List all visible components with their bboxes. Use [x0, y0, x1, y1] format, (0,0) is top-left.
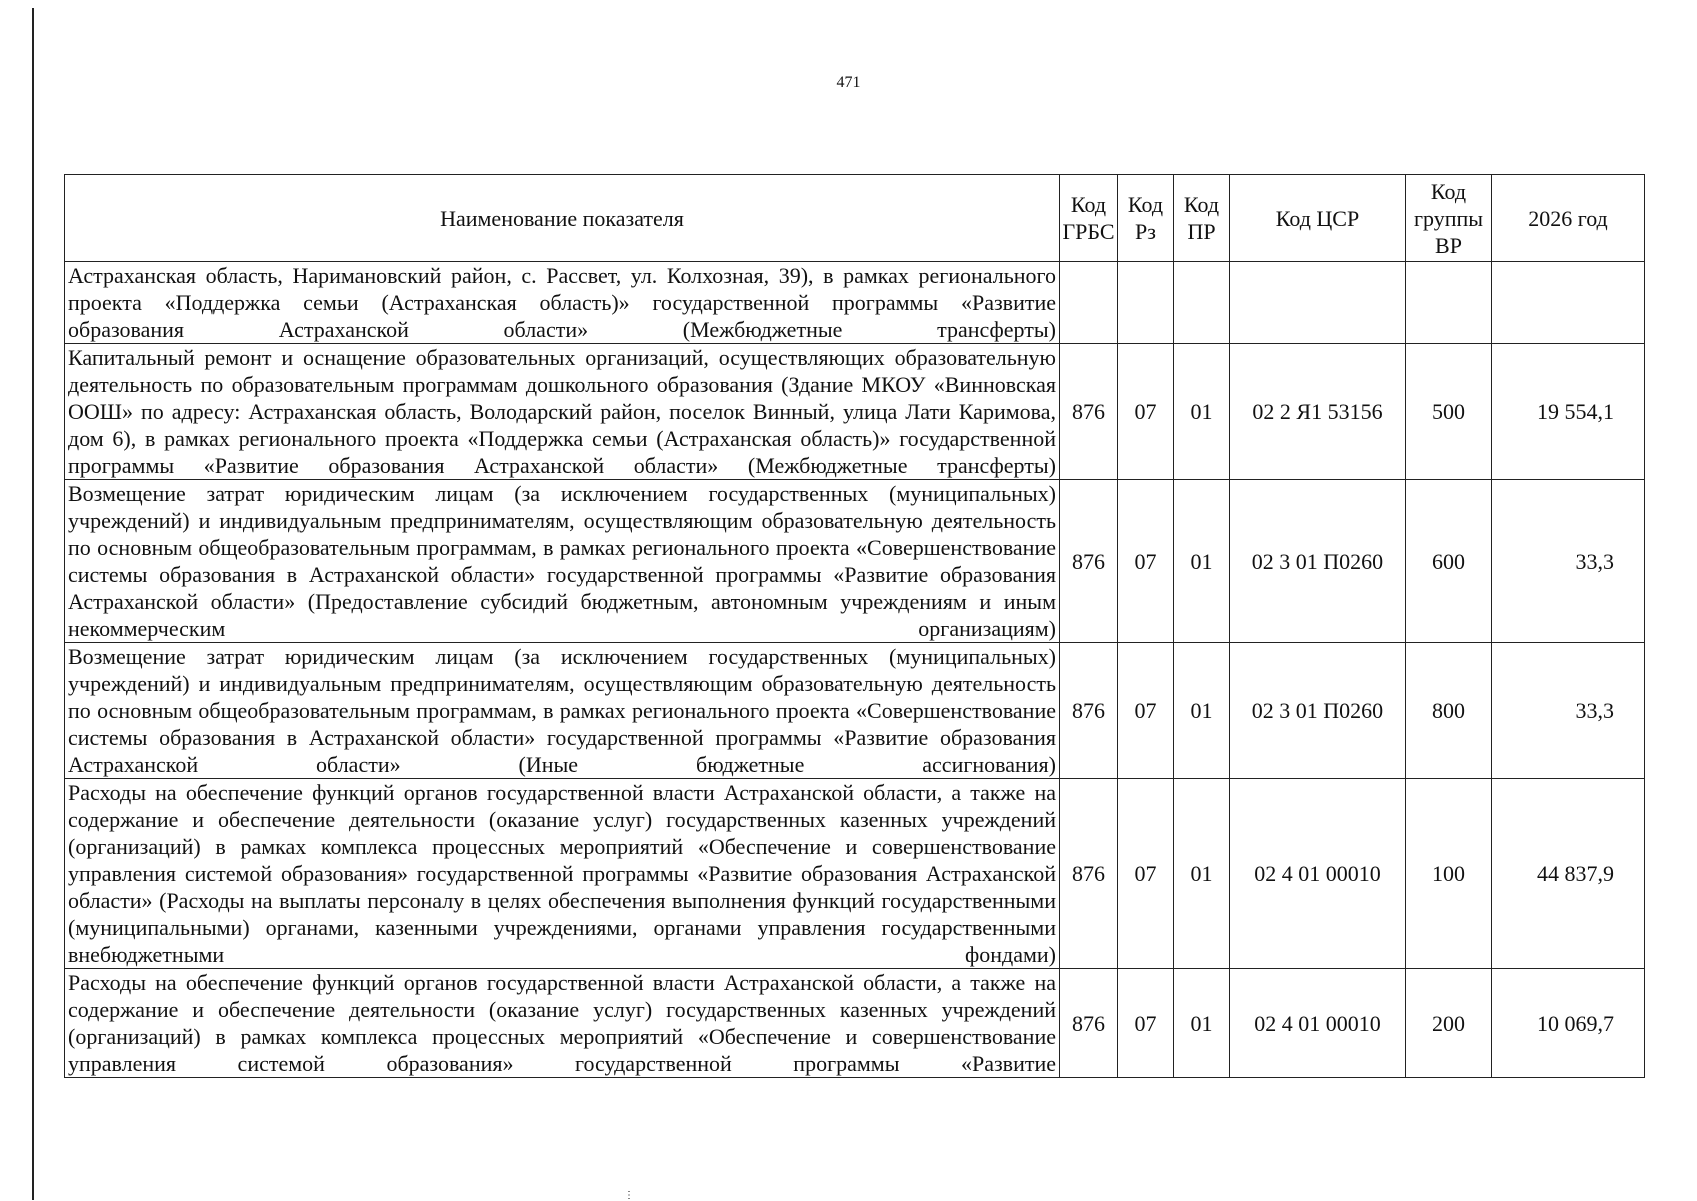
- row-vr: 100: [1406, 779, 1492, 969]
- row-vr: 600: [1406, 480, 1492, 643]
- budget-table: [64, 174, 1645, 1078]
- row-pr: [1174, 262, 1230, 344]
- row-amount: 10 069,7: [1492, 969, 1645, 1078]
- scan-speck: ⋮: [624, 1190, 634, 1201]
- table-header-row: [65, 175, 1645, 262]
- header-pr: Код ПР: [1174, 175, 1230, 262]
- row-grbs: 876: [1060, 480, 1118, 643]
- binding-margin-line: [32, 8, 34, 1200]
- row-name: Возмещение затрат юридическим лицам (за исключением государственных (муниципальных) учреждений) и индивидуальным предпринимателям, осуществляющим образовательную деятельность по основным общеобразовательным программам, в рамках регионального проекта «Совершенствование системы образования в Астраханской области» государственной программы «Развитие образования Астраханской области» (Иные бюджетные ассигнования): [65, 643, 1060, 779]
- row-vr: 200: [1406, 969, 1492, 1078]
- row-csr: [1230, 262, 1406, 344]
- header-vr: Код группы ВР: [1406, 175, 1492, 262]
- row-name: Расходы на обеспечение функций органов государственной власти Астраханской области, а также на содержание и обеспечение деятельности (оказание услуг) государственных казенных учреждений (организаций) в рамках комплекса процессных мероприятий «Обеспечение и совершенствование управления системой образования» государственной программы «Развитие: [65, 969, 1060, 1078]
- row-amount: 19 554,1: [1492, 344, 1645, 480]
- row-rz: 07: [1118, 480, 1174, 643]
- page-number: 471: [836, 74, 861, 91]
- row-grbs: 876: [1060, 344, 1118, 480]
- row-name: Расходы на обеспечение функций органов государственной власти Астраханской области, а также на содержание и обеспечение деятельности (оказание услуг) государственных казенных учреждений (организаций) в рамках комплекса процессных мероприятий «Обеспечение и совершенствование управления системой образования» государственной программы «Развитие образования Астраханской области» (Расходы на выплаты персоналу в целях обеспечения выполнения функций государственными (муниципальными) органами, казенными учреждениями, органами управления государственными внебюджетными фондами): [65, 779, 1060, 969]
- table-row: [65, 344, 1645, 480]
- header-rz: Код Рз: [1118, 175, 1174, 262]
- header-grbs: Код ГРБС: [1060, 175, 1118, 262]
- row-rz: 07: [1118, 344, 1174, 480]
- row-name: Капитальный ремонт и оснащение образовательных организаций, осуществляющих образовательную деятельность по образовательным программам дошкольного образования (Здание МКОУ «Винновская ООШ» по адресу: Астраханская область, Володарский район, поселок Винный, улица Лати Каримова, дом 6), в рамках регионального проекта «Поддержка семьи (Астраханская область)» государственной программы «Развитие образования Астраханской области» (Межбюджетные трансферты): [65, 344, 1060, 480]
- row-pr: 01: [1174, 779, 1230, 969]
- row-amount: 33,3: [1492, 480, 1645, 643]
- row-pr: 01: [1174, 643, 1230, 779]
- row-rz: [1118, 262, 1174, 344]
- row-name: Возмещение затрат юридическим лицам (за исключением государственных (муниципальных) учреждений) и индивидуальным предпринимателям, осуществляющим образовательную деятельность по основным общеобразовательным программам, в рамках регионального проекта «Совершенствование системы образования в Астраханской области» государственной программы «Развитие образования Астраханской области» (Предоставление субсидий бюджетным, автономным учреждениям и иным некоммерческим организациям): [65, 480, 1060, 643]
- row-grbs: 876: [1060, 643, 1118, 779]
- table-row: [65, 262, 1645, 344]
- row-pr: 01: [1174, 969, 1230, 1078]
- row-pr: 01: [1174, 480, 1230, 643]
- table-row: [65, 779, 1645, 969]
- row-amount: 44 837,9: [1492, 779, 1645, 969]
- row-csr: 02 4 01 00010: [1230, 969, 1406, 1078]
- row-rz: 07: [1118, 643, 1174, 779]
- header-year: 2026 год: [1492, 175, 1645, 262]
- row-csr: 02 4 01 00010: [1230, 779, 1406, 969]
- header-csr: Код ЦСР: [1230, 175, 1406, 262]
- table-row: [65, 643, 1645, 779]
- table-row: [65, 480, 1645, 643]
- row-csr: 02 2 Я1 53156: [1230, 344, 1406, 480]
- row-name: Астраханская область, Наримановский район, с. Рассвет, ул. Колхозная, 39), в рамках регионального проекта «Поддержка семьи (Астраханская область)» государственной программы «Развитие образования Астраханской области» (Межбюджетные трансферты): [65, 262, 1060, 344]
- row-vr: [1406, 262, 1492, 344]
- row-pr: 01: [1174, 344, 1230, 480]
- row-amount: [1492, 262, 1645, 344]
- row-grbs: 876: [1060, 969, 1118, 1078]
- row-vr: 500: [1406, 344, 1492, 480]
- header-name: Наименование показателя: [65, 175, 1060, 262]
- row-vr: 800: [1406, 643, 1492, 779]
- row-csr: 02 3 01 П0260: [1230, 643, 1406, 779]
- row-grbs: 876: [1060, 779, 1118, 969]
- row-rz: 07: [1118, 969, 1174, 1078]
- row-rz: 07: [1118, 779, 1174, 969]
- row-csr: 02 3 01 П0260: [1230, 480, 1406, 643]
- row-grbs: [1060, 262, 1118, 344]
- row-amount: 33,3: [1492, 643, 1645, 779]
- table-row: [65, 969, 1645, 1078]
